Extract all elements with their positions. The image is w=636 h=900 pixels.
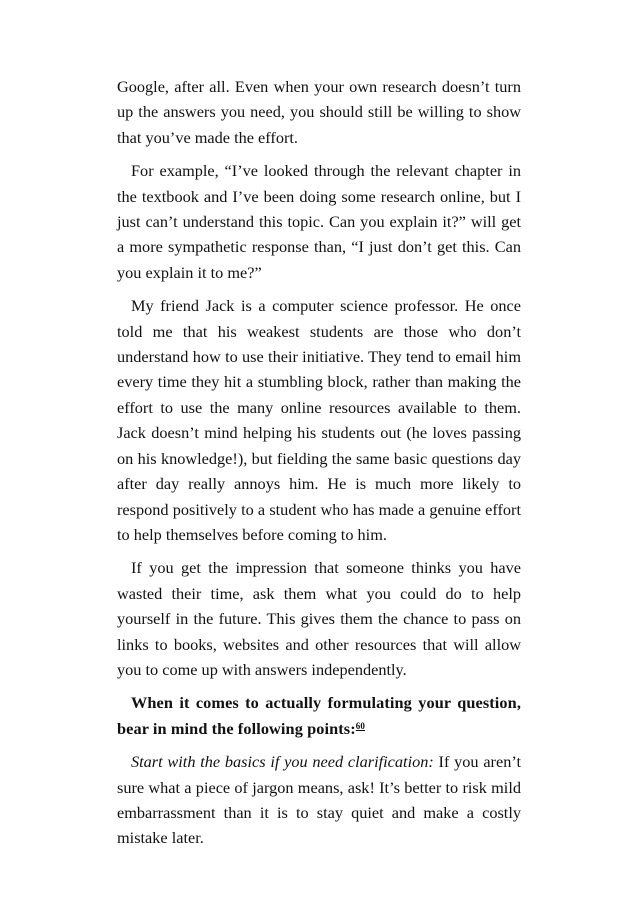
paragraph-2: For example, “I’ve looked through the relevant chapter in the textbook and I’ve been doing some research online, but I just can’t understand this topic. Can you explain it?” will get a more sympathetic response than, “I just don’t get this. Can you explain it to me?” (117, 161, 521, 282)
paragraph-4: If you get the impression that someone thinks you have wasted their time, ask them what you could do to help yourself in the future. This gives them the chance to pass on links to books, websites and other resources that will allow you to come up with answers independently. (117, 558, 521, 679)
document-page (117, 74, 521, 859)
bold-heading-text: When it comes to actually formulating your question, bear in mind the following points: (117, 693, 521, 738)
paragraph-6-body: If you aren’t sure what a piece of jargon means, ask! It’s better to risk mild embarrassment than it is to stay quiet and make a costly mistake later. (117, 752, 521, 848)
paragraph-6 (117, 749, 521, 851)
italic-lead-in: Start with the basics if you need clarification: (131, 752, 434, 772)
footnote-reference[interactable]: 60 (355, 720, 365, 731)
paragraph-3: My friend Jack is a computer science professor. He once told me that his weakest students are those who don’t understand how to use their initiative. They tend to email him every time they hit a stumbling block, rather than making the effort to use the many online resources available to them. Jack doesn’t mind helping his students out (he loves passing on his knowledge!), but fielding the same basic questions day after day really annoys him. He is much more likely to respond positively to a student who has made a genuine effort to help themselves before coming to him. (117, 296, 521, 544)
bold-heading-paragraph (117, 690, 521, 741)
paragraph-1: Google, after all. Even when your own research doesn’t turn up the answers you need, you should still be willing to show that you’ve made the effort. (117, 77, 521, 147)
